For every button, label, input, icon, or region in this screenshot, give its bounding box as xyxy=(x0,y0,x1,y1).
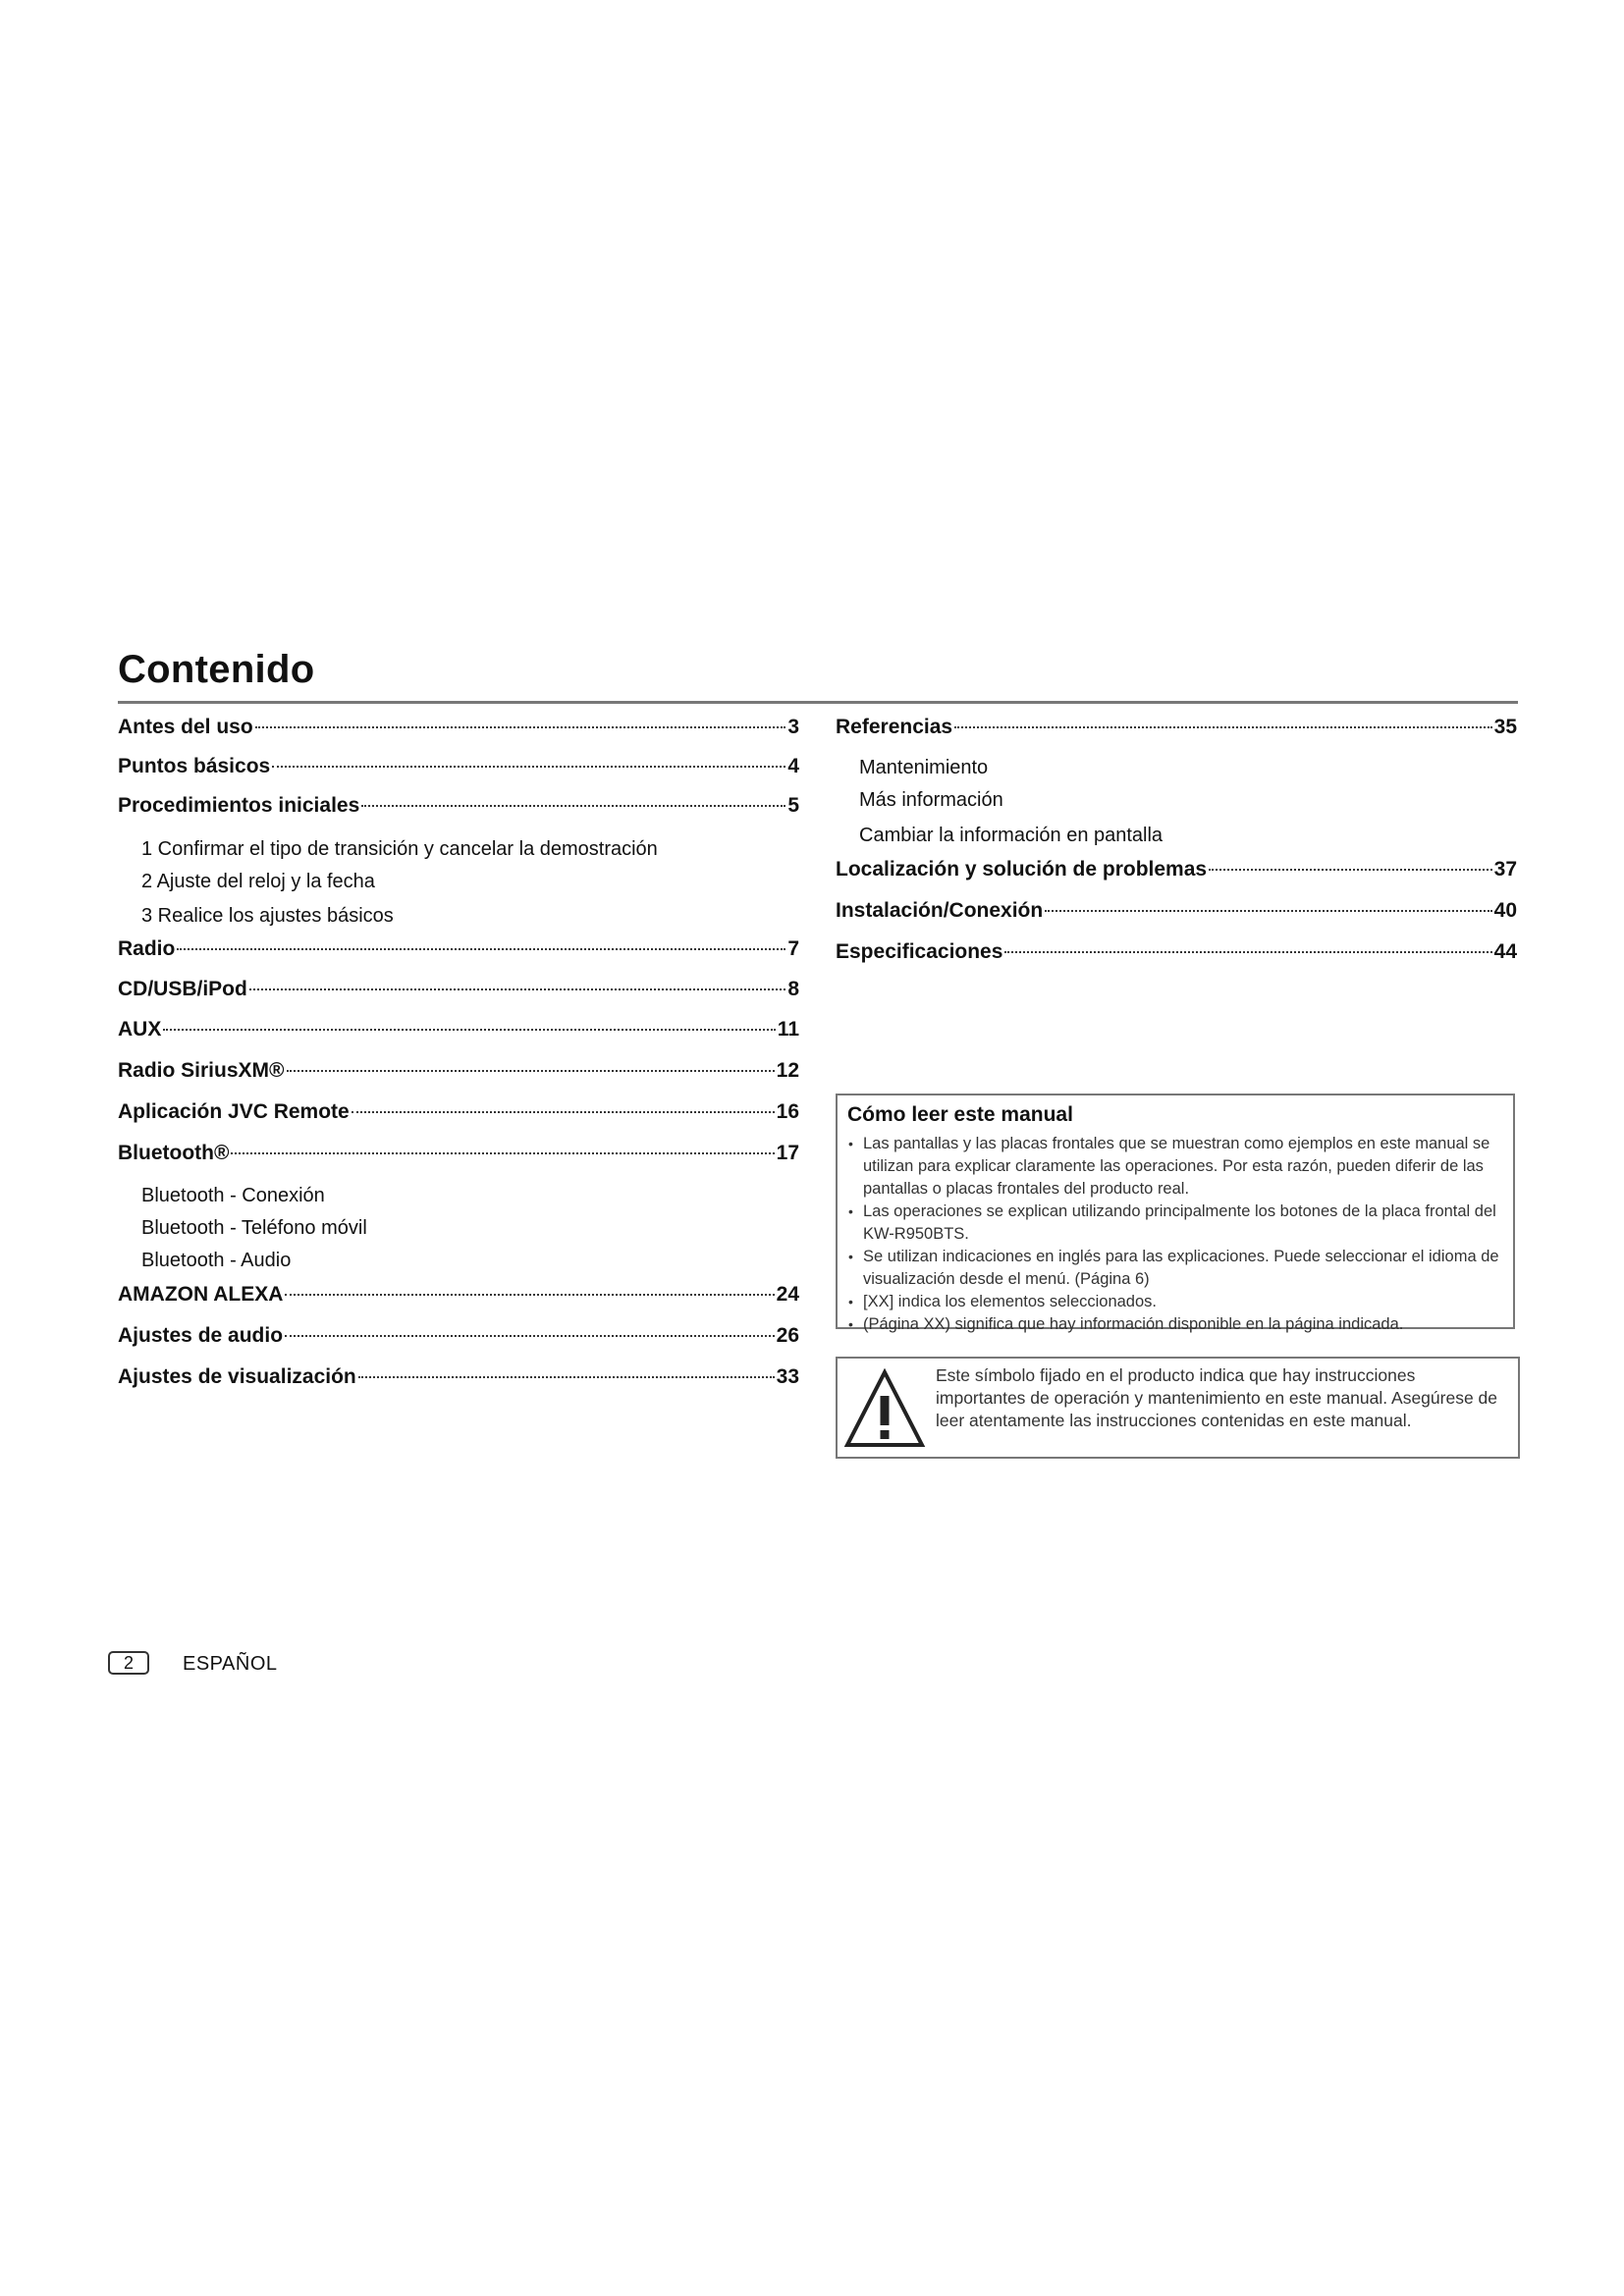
toc-entry-page: 5 xyxy=(787,794,799,817)
toc-entry[interactable] xyxy=(118,975,799,1004)
page-title: Contenido xyxy=(118,648,315,691)
toc-leader-dots xyxy=(231,1152,774,1154)
toc-entry[interactable] xyxy=(118,713,799,742)
toc-entry[interactable] xyxy=(836,896,1517,926)
toc-subentry[interactable]: Más información xyxy=(859,789,1003,811)
toc-leader-dots xyxy=(361,805,785,807)
how-to-read-item: • Las pantallas y las placas frontales que se muestran como ejemplos en este manual se utilizan para explicar claramente las operaciones. Por esta razón, pueden diferir de las pantallas o placas frontales del producto real. xyxy=(847,1133,1503,1201)
toc-entry-label: Aplicación JVC Remote xyxy=(118,1100,350,1123)
toc-entry[interactable] xyxy=(118,1321,799,1351)
toc-entry-page: 11 xyxy=(777,1018,799,1041)
toc-subentry[interactable]: Cambiar la información en pantalla xyxy=(859,825,1164,846)
page-number-badge: 2 xyxy=(108,1651,149,1675)
toc-entry-label: Procedimientos iniciales xyxy=(118,794,360,817)
toc-entry[interactable] xyxy=(118,1280,799,1309)
toc-entry-page: 4 xyxy=(787,755,799,777)
toc-leader-dots xyxy=(358,1376,775,1378)
toc-entry[interactable] xyxy=(118,1056,799,1086)
toc-entry[interactable] xyxy=(118,791,799,821)
how-to-read-item: • [XX] indica los elementos seleccionados. xyxy=(847,1291,1503,1313)
toc-entry[interactable] xyxy=(118,752,799,781)
toc-entry-label: Radio xyxy=(118,937,176,960)
toc-entry-label: Localización y solución de problemas xyxy=(836,858,1208,881)
how-to-read-heading: Cómo leer este manual xyxy=(847,1103,1073,1126)
toc-entry-label: Radio SiriusXM® xyxy=(118,1059,285,1082)
toc-leader-dots xyxy=(287,1070,775,1072)
toc-entry[interactable] xyxy=(836,855,1517,884)
toc-leader-dots xyxy=(177,948,785,950)
toc-leader-dots xyxy=(272,766,785,768)
toc-entry[interactable] xyxy=(118,1139,799,1168)
warning-text: Este símbolo fijado en el producto indica que hay instrucciones importantes de operación y mantenimiento en este manual. Asegúrese de leer atentamente las instrucciones contenidas en este manual. xyxy=(936,1365,1498,1430)
toc-subentry[interactable]: Bluetooth - Audio xyxy=(141,1250,292,1271)
toc-entry-label: CD/USB/iPod xyxy=(118,978,247,1000)
toc-leader-dots xyxy=(1004,951,1491,953)
toc-entry-page: 12 xyxy=(776,1059,799,1082)
title-divider xyxy=(118,701,1518,704)
toc-entry-page: 26 xyxy=(776,1324,799,1347)
toc-entry-label: Instalación/Conexión xyxy=(836,899,1044,922)
toc-entry-page: 37 xyxy=(1493,858,1517,881)
how-to-read-item: • (Página XX) significa que hay información disponible en la página indicada. xyxy=(847,1313,1503,1336)
toc-leader-dots xyxy=(285,1294,774,1296)
toc-entry-page: 35 xyxy=(1493,716,1517,738)
toc-entry-label: Ajustes de audio xyxy=(118,1324,284,1347)
toc-subentry[interactable]: Bluetooth - Teléfono móvil xyxy=(141,1217,367,1239)
toc-leader-dots xyxy=(163,1029,775,1031)
toc-entry-label: Bluetooth® xyxy=(118,1142,230,1164)
toc-entry[interactable] xyxy=(836,937,1517,967)
toc-entry[interactable] xyxy=(118,1362,799,1392)
toc-entry[interactable] xyxy=(118,1015,799,1044)
toc-entry-label: AMAZON ALEXA xyxy=(118,1283,284,1306)
toc-entry-label: Referencias xyxy=(836,716,953,738)
toc-entry-label: AUX xyxy=(118,1018,162,1041)
toc-subentry[interactable]: Bluetooth - Conexión xyxy=(141,1185,325,1206)
toc-subentry[interactable]: 2 Ajuste del reloj y la fecha xyxy=(141,871,375,892)
toc-entry-label: Especificaciones xyxy=(836,940,1003,963)
toc-entry[interactable] xyxy=(118,1097,799,1127)
how-to-read-box xyxy=(836,1094,1515,1333)
footer-language: ESPAÑOL xyxy=(183,1653,278,1675)
warning-box xyxy=(836,1357,1520,1459)
toc-subentry[interactable]: 3 Realice los ajustes básicos xyxy=(141,905,394,927)
toc-leader-dots xyxy=(1045,910,1491,912)
toc-entry-page: 24 xyxy=(776,1283,799,1306)
toc-entry-label: Puntos básicos xyxy=(118,755,271,777)
toc-entry-page: 8 xyxy=(787,978,799,1000)
toc-leader-dots xyxy=(954,726,1492,728)
toc-entry-page: 33 xyxy=(776,1365,799,1388)
how-to-read-list xyxy=(847,1133,1503,1336)
toc-entry-page: 7 xyxy=(787,937,799,960)
toc-leader-dots xyxy=(255,726,786,728)
warning-triangle-icon xyxy=(843,1368,926,1451)
toc-leader-dots xyxy=(1209,869,1492,871)
toc-leader-dots xyxy=(285,1335,775,1337)
toc-leader-dots xyxy=(352,1111,775,1113)
toc-entry[interactable] xyxy=(836,713,1517,742)
toc-entry-label: Ajustes de visualización xyxy=(118,1365,356,1388)
toc-entry-page: 3 xyxy=(787,716,799,738)
toc-subentry[interactable]: Mantenimiento xyxy=(859,757,989,778)
how-to-read-item: • Se utilizan indicaciones en inglés para las explicaciones. Puede seleccionar el idioma de visualización desde el menú. (Página 6) xyxy=(847,1246,1503,1291)
how-to-read-item: • Las operaciones se explican utilizando principalmente los botones de la placa frontal del KW-R950BTS. xyxy=(847,1201,1503,1246)
toc-entry-page: 17 xyxy=(776,1142,799,1164)
toc-subentry[interactable]: 1 Confirmar el tipo de transición y cancelar la demostración xyxy=(141,838,658,860)
toc-entry-page: 40 xyxy=(1493,899,1517,922)
toc-entry-label: Antes del uso xyxy=(118,716,253,738)
toc-entry[interactable] xyxy=(118,934,799,964)
toc-leader-dots xyxy=(249,988,785,990)
toc-entry-page: 44 xyxy=(1493,940,1517,963)
toc-entry-page: 16 xyxy=(776,1100,799,1123)
